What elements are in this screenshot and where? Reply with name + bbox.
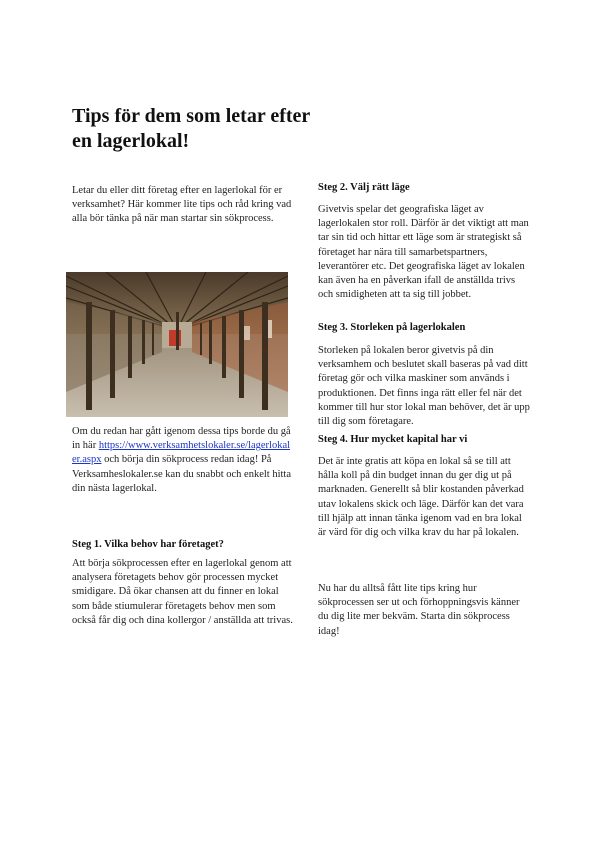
intro-paragraph: Letar du eller ditt företag efter en lagerlokal för er verksamhet? Här kommer lite tips och råd kring vad alla bör tänka på när man startar sin sökprocess. [72, 185, 292, 225]
step-1-heading: Steg 1. Vilka behov har företaget? [72, 539, 224, 550]
link-paragraph-intro: Om du redan har gått igenom dessa tips borde du gå in här [72, 426, 291, 452]
step-2-heading: Steg 2. Välj rätt läge [318, 182, 410, 193]
step-1-text: Att börja sökprocessen efter en lagerlokal genom att analysera företagets behov gör processen mycket smidigare. Då ökar chansen att du finner en lokal som både stiumulerar företagets behov men som också får dig och dina kollergor / anställda att trivas. [72, 558, 293, 626]
step-3-heading: Steg 3. Storleken på lagerlokalen [318, 322, 466, 333]
step-3-text: Storleken på lokalen beror givetvis på din verksamhem och beslutet skall baseras på vad ditt företag gör och vilka maskiner som används i produktionen. Det finns inga rätt eller fel när det kommer till hur stor lokal man behöver, det är upp till dig som företagare. [318, 345, 530, 428]
link-paragraph-rest: och börja din sökprocess redan idag! På Verksamheslokaler.se kan du snabbt och enkelt hitta din nästa lagerlokal. [72, 454, 291, 494]
step-4-text: Det är inte gratis att köpa en lokal så se till att hålla koll på din budget innan du ger dig ut på marknaden. Generellt så blir kostanden påverkad utav lokalens skick och läge. Därför kan det vara till hjälp att innan tänka igenom vad en bra lokal är värd för dig och vilka krav du har på lokalen. [318, 456, 524, 539]
warehouse-photo [66, 272, 288, 417]
page-title: Tips för dem som letar efter en lagerlokal! [72, 105, 310, 152]
link-paragraph [72, 425, 294, 496]
step-2-text: Givetvis spelar det geografiska läget av lagerlokalen stor roll. Därför är det viktigt att man tar sin tid och hittar ett läge som är strategiskt så företaget har nära till samarbetspartners, leverantörer etc. Det geografiska läget av lokalen kan även ha en påverkan ifall de anställda trivs och smidigheten att ta sig till jobbet. [318, 204, 529, 301]
verksamhetslokaler-link[interactable]: https://www.verksamhetslokaler.se/lagerlokaler.aspx [72, 440, 291, 466]
outro-paragraph: Nu har du alltså fått lite tips kring hur sökprocessen ser ut och förhoppningsvis känner du dig lite mer bekväm. Starta din sökprocess idag! [318, 583, 520, 637]
step-4-heading: Steg 4. Hur mycket kapital har vi [318, 434, 468, 445]
